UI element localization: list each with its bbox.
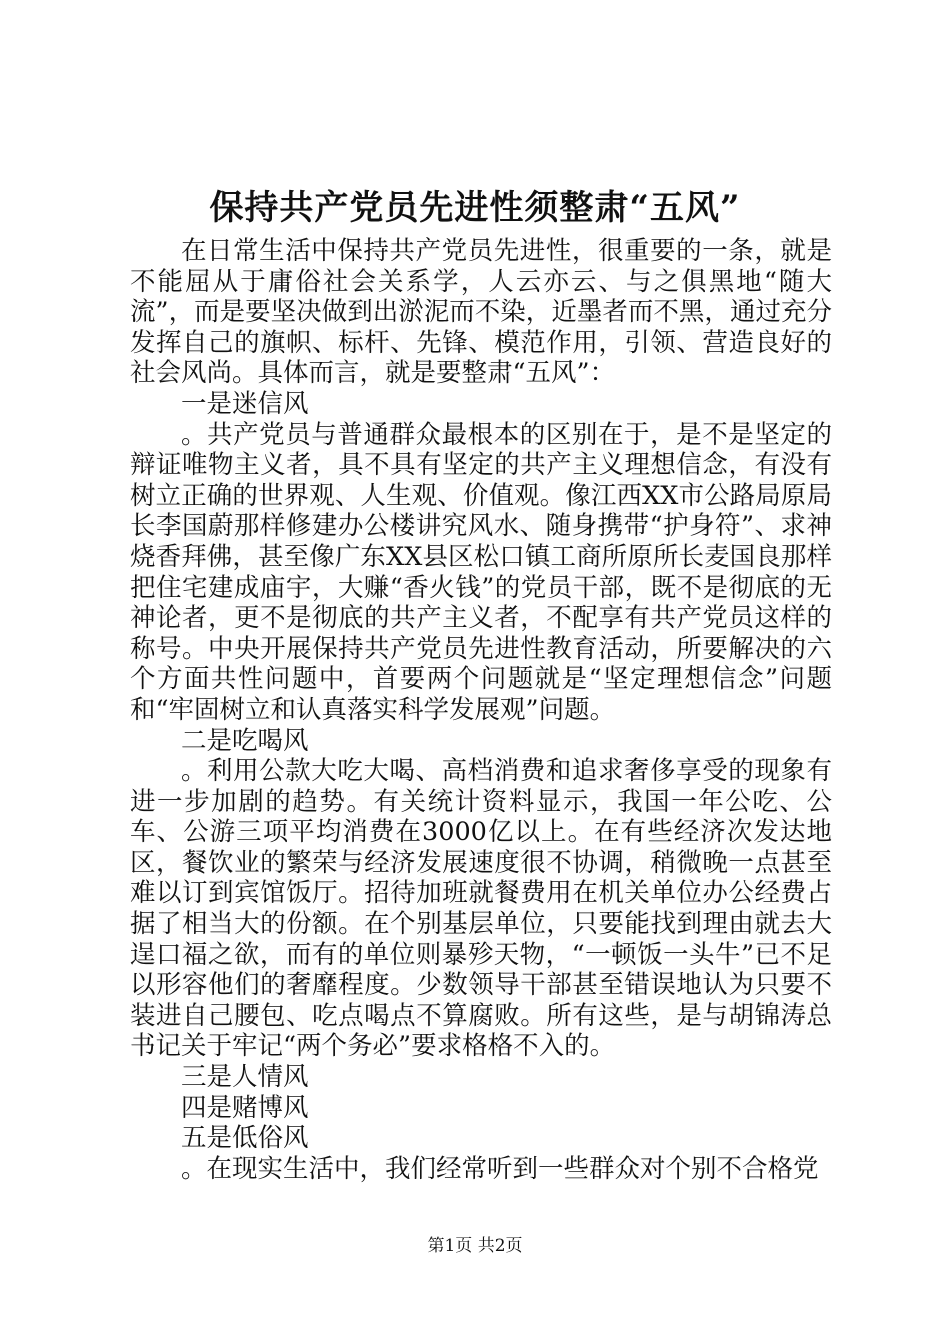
- heading-vulgarity: 五是低俗风: [181, 1123, 309, 1154]
- paragraph-superstition: 。共产党员与普通群众最根本的区别在于，是不是坚定的辩证唯物主义者，具不具有坚定的共产主义理想信念，有没有树立正确的世界观、人生观、价值观。像江西XX市公路局原局长李国蔚那样修建办公楼讲究风水、随身携带“护身符”、求神烧香拜佛，甚至像广东XX县区松口镇工商所原所长麦国良那样把住宅建成庙宇，大赚“香火钱”的党员干部，既不是彻底的无神论者，更不是彻底的共产主义者，不配享有共产党员这样的称号。中央开展保持共产党员先进性教育活动，所要解决的六个方面共性问题中，首要两个问题就是“坚定理想信念”问题和“牢固树立和认真落实科学发展观”问题。: [130, 419, 832, 725]
- heading-banqueting: 二是吃喝风: [181, 725, 309, 756]
- paragraph-intro: 在日常生活中保持共产党员先进性，很重要的一条，就是不能屈从于庸俗社会关系学，人云亦云、与之俱黑地“随大流”，而是要坚决做到出淤泥而不染，近墨者而不黑，通过充分发挥自己的旗帜、标杆、先锋、模范作用，引领、营造良好的社会风尚。具体而言，就是要整肃“五风”：: [130, 236, 832, 389]
- document-body: [130, 236, 832, 1184]
- paragraph-vulgarity: 。在现实生活中，我们经常听到一些群众对个别不合格党: [181, 1153, 819, 1184]
- heading-gambling: 四是赌博风: [181, 1092, 309, 1123]
- heading-superstition: 一是迷信风: [181, 388, 309, 419]
- paragraph-banqueting: 。利用公款大吃大喝、高档消费和追求奢侈享受的现象有进一步加剧的趋势。有关统计资料显示，我国一年公吃、公车、公游三项平均消费在3000亿以上。在有些经济次发达地区，餐饮业的繁荣与经济发展速度很不协调，稍微晚一点甚至难以订到宾馆饭厅。招待加班就餐费用在机关单位办公经费占据了相当大的份额。在个别基层单位，只要能找到理由就去大逞口福之欲，而有的单位则暴殄天物，“一顿饭一头牛”已不足以形容他们的奢靡程度。少数领导干部甚至错误地认为只要不装进自己腰包、吃点喝点不算腐败。所有这些，是与胡锦涛总书记关于牢记“两个务必”要求格格不入的。: [130, 756, 832, 1062]
- document-title: 保持共产党员先进性须整肃“五风”: [209, 188, 741, 228]
- page-number-footer: 第1页 共2页: [427, 1236, 523, 1256]
- heading-favoritism: 三是人情风: [181, 1062, 309, 1093]
